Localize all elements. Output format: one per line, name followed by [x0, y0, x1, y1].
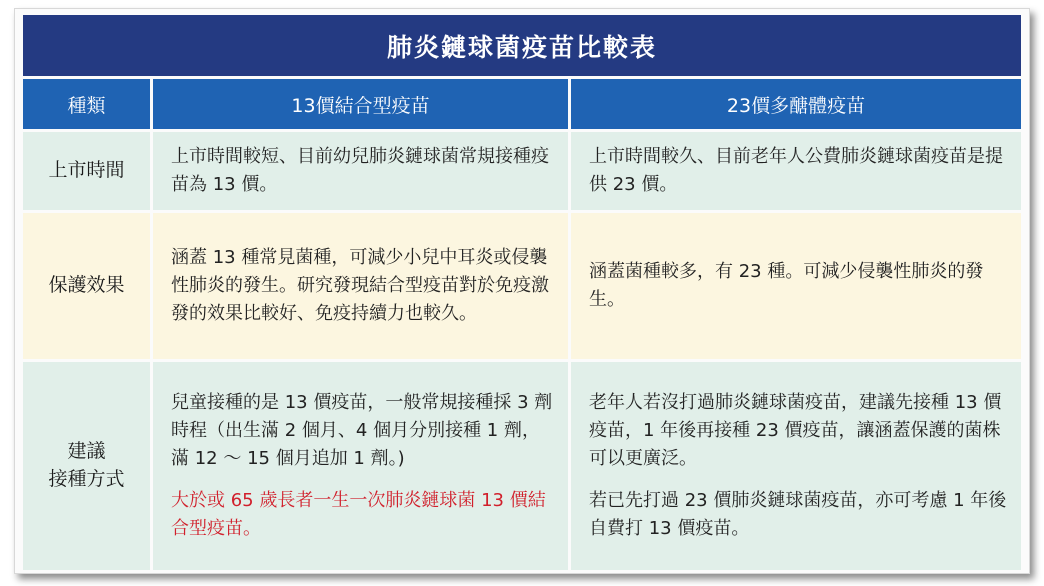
row-label-launch: [23, 132, 150, 210]
cell-launch-pcv13: [153, 132, 568, 210]
header-pcv13: 13價結合型疫苗: [153, 79, 568, 129]
table-title: 肺炎鏈球菌疫苗比較表: [23, 15, 1021, 76]
cell-text: 老年人若沒打過肺炎鏈球菌疫苗，建議先接種 13 價疫苗，1 年後再接種 23 價疫苗，讓涵蓋保護的菌株可以更廣泛。: [589, 392, 1002, 469]
header-ppv23: 23價多醣體疫苗: [571, 79, 1021, 129]
cell-text: 上市時間較短、目前幼兒肺炎鏈球菌常規接種疫苗為 13 價。: [171, 146, 549, 195]
row-label-text: 上市時間: [48, 159, 125, 182]
cell-text: 兒童接種的是 13 價疫苗，一般常規接種採 3 劑時程（出生滿 2 個月、4 個月分別接種 1 劑，滿 12 ～ 15 個月追加 1 劑。): [171, 392, 553, 469]
cell-text: 上市時間較久、目前老年人公費肺炎鏈球菌疫苗是提供 23 價。: [589, 146, 1003, 195]
row-label-schedule: [23, 362, 150, 570]
cell-text: 涵蓋菌種較多，有 23 種。可減少侵襲性肺炎的發生。: [589, 261, 984, 310]
cell-text: 若已先打過 23 價肺炎鏈球菌疫苗，亦可考慮 1 年後自費打 13 價疫苗。: [589, 490, 1007, 539]
cell-protection-pcv13: [153, 213, 568, 359]
comparison-table-frame: [14, 8, 1030, 574]
header-type: 種類: [23, 79, 150, 129]
cell-text-highlight: 大於或 65 歲長者一生一次肺炎鏈球菌 13 價結合型疫苗。: [171, 490, 546, 539]
cell-schedule-ppv23: [571, 362, 1021, 570]
cell-protection-ppv23: [571, 213, 1021, 359]
cell-schedule-pcv13: [153, 362, 568, 570]
row-label-line: 接種方式: [48, 468, 125, 490]
cell-text: 涵蓋 13 種常見菌種，可減少小兒中耳炎或侵襲性肺炎的發生。研究發現結合型疫苗對於免疫激發的效果比較好、免疫持續力也較久。: [171, 247, 549, 324]
row-label-protection: [23, 213, 150, 359]
comparison-table: [23, 15, 1019, 570]
row-label-text: 保護效果: [48, 274, 125, 297]
cell-launch-ppv23: [571, 132, 1021, 210]
row-label-line: 建議: [67, 440, 106, 463]
